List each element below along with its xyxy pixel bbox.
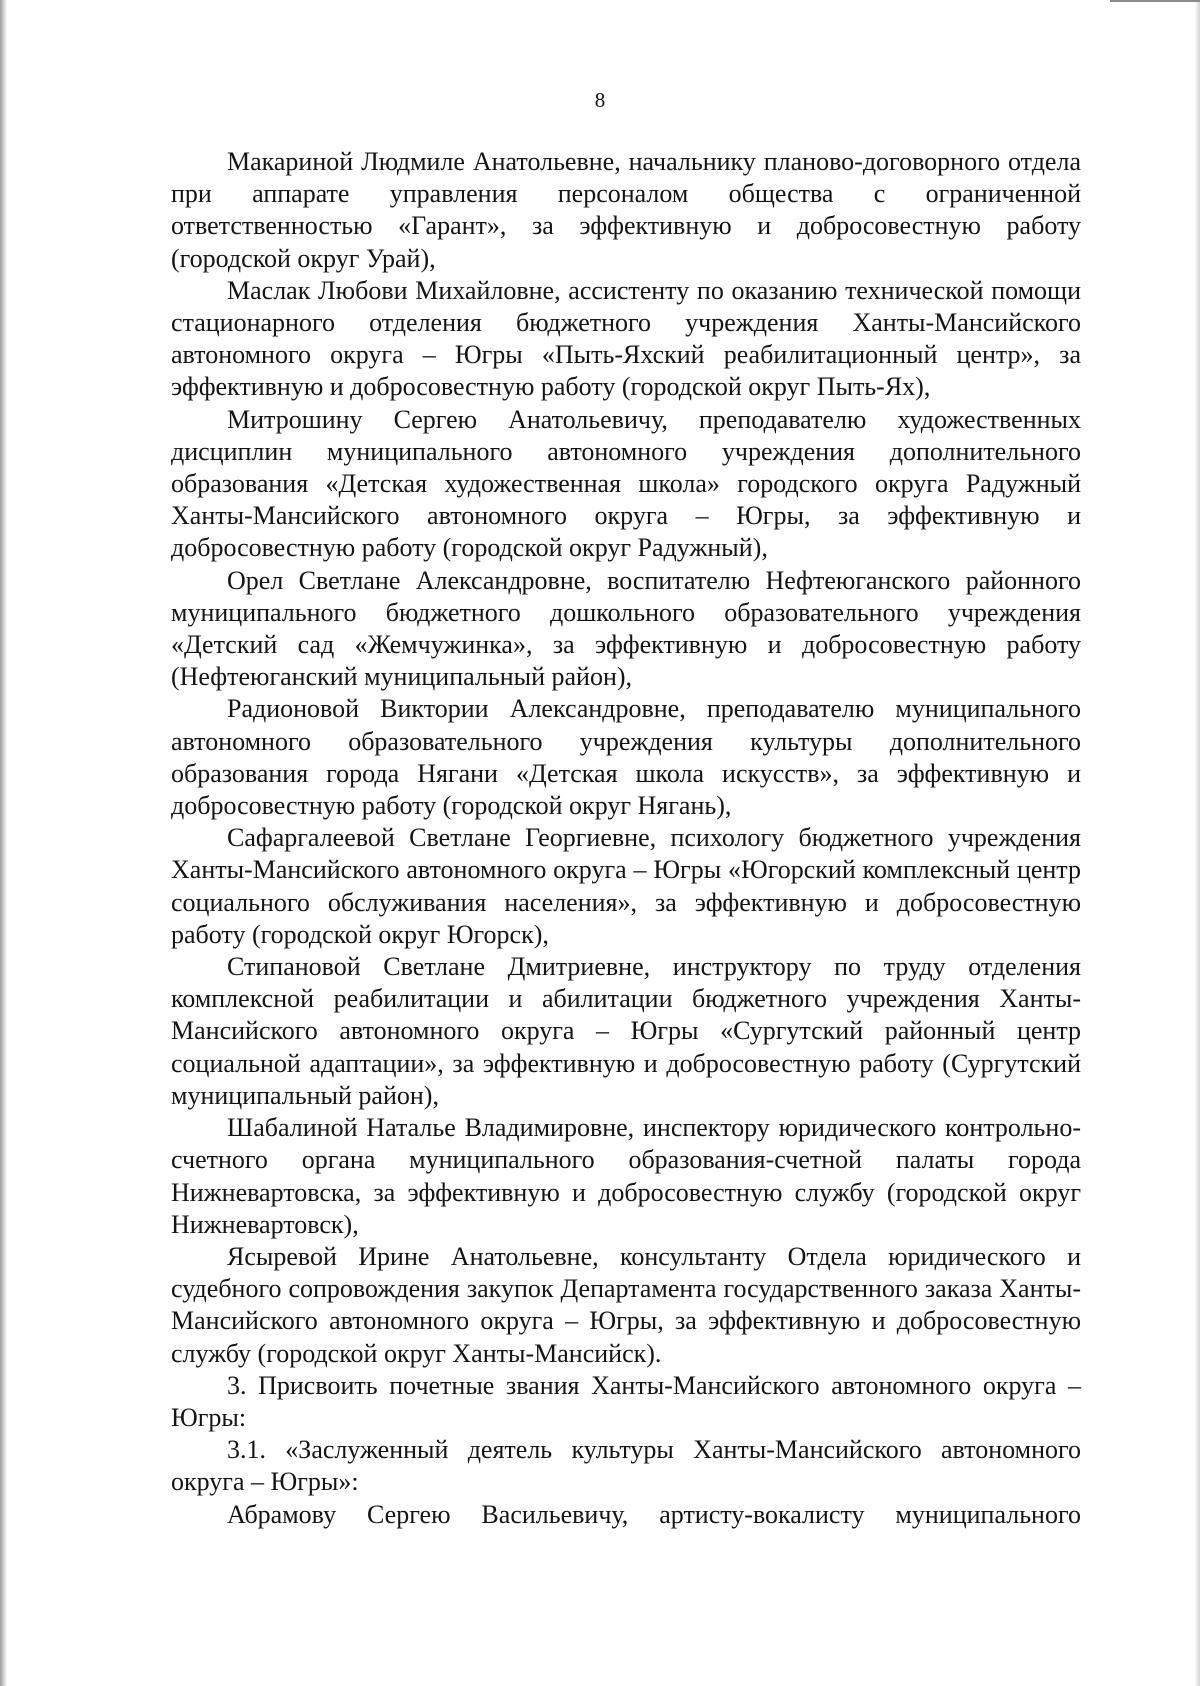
paragraph-stipanova: Стипановой Светлане Дмитриевне, инструктору по труду отделения комплексной реабилитации и абилитации бюджетного учреждения Ханты-Мансийского автономного округа – Югры «Сургутский районный центр социальной адаптации», за эффективную и добросовестную работу (Сургутский муниципальный район), (171, 952, 1081, 1110)
page-number: 8 (594, 88, 606, 112)
paragraph-maslak: Маслак Любови Михайловне, ассистенту по оказанию технической помощи стационарного отделения бюджетного учреждения Ханты-Мансийского автономного округа – Югры «Пыть-Яхский реабилитационный центр», за эффективную и добросовестную работу (городской округ Пыть-Ях), (171, 275, 1081, 402)
paragraph-makarina: Макариной Людмиле Анатольевне, начальнику планово-договорного отдела при аппарате управления персоналом общества с ограниченной ответственностью «Гарант», за эффективную и добросовестную работу (городской округ Урай), (171, 147, 1081, 273)
paragraph-orel: Орел Светлане Александровне, воспитателю Нефтеюганского районного муниципального бюджетного дошкольного образовательного учреждения «Детский сад «Жемчужинка», за эффективную и добросовестную работу (Нефтеюганский муниципальный район), (171, 565, 1081, 692)
paragraph-abramov: Абрамову Сергею Васильевичу, артисту-вокалисту муниципального (227, 1499, 1081, 1529)
paragraph-radionova: Радионовой Виктории Александровне, преподавателю муниципального автономного образовательного учреждения культуры дополнительного образования города Нягани «Детская школа искусств», за эффективную и добросовестную работу (городской округ Нягань), (171, 694, 1081, 821)
scan-edge-left (0, 0, 7, 1686)
paragraph-mitroshin: Митрошину Сергею Анатольевичу, преподавателю художественных дисциплин муниципального автономного учреждения дополнительного образования «Детская художественная школа» городского округа Радужный Ханты-Мансийского автономного округа – Югры, за эффективную и добросовестную работу (городской округ Радужный), (171, 404, 1081, 563)
scan-edge-right (1195, 0, 1200, 1686)
scan-top-line (1110, 0, 1200, 2)
paragraph-shabalina: Шабалиной Наталье Владимировне, инспектору юридического контрольно-счетного органа муниципального образования-счетной палаты города Нижневартовска, за эффективную и добросовестную службу (городской округ Нижневартовск), (171, 1113, 1081, 1239)
paragraph-safargaleeva: Сафаргалеевой Светлане Георгиевне, психологу бюджетного учреждения Ханты-Мансийского автономного округа – Югры «Югорский комплексный центр социального обслуживания населения», за эффективную и добросовестную работу (городской округ Югорск), (171, 823, 1081, 949)
paragraph-yasyreva: Ясыревой Ирине Анатольевне, консультанту Отдела юридического и судебного сопровождения закупок Департамента государственного заказа Ханты-Мансийского автономного округа – Югры, за эффективную и добросовестную службу (городской округ Ханты-Мансийск). (171, 1241, 1081, 1368)
paragraph-section-3: 3. Присвоить почетные звания Ханты-Мансийского автономного округа – Югры: (171, 1370, 1081, 1432)
paragraph-section-3-1: 3.1. «Заслуженный деятель культуры Ханты-Мансийского автономного округа – Югры»: (171, 1435, 1081, 1497)
document-body (171, 146, 1081, 1531)
